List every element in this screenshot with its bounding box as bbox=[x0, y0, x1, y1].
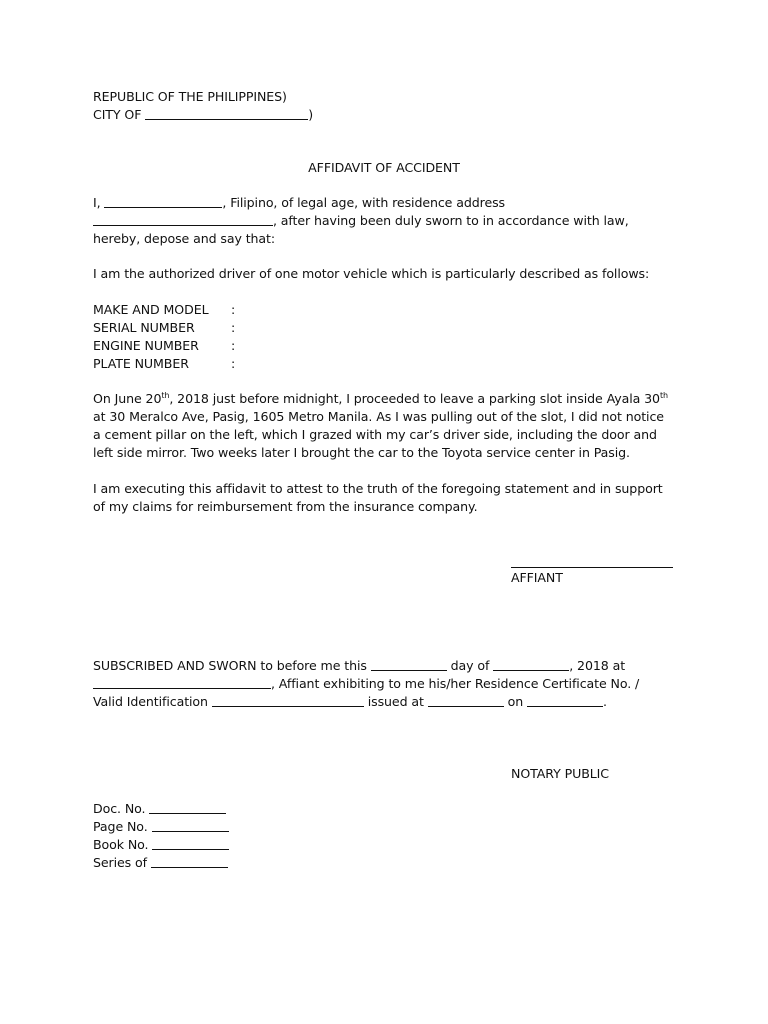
affiant-label: AFFIANT bbox=[511, 570, 563, 585]
page-no-line bbox=[93, 818, 229, 836]
vehicle-field-plate bbox=[93, 355, 235, 373]
ordinal-suffix: th bbox=[659, 391, 668, 400]
intro-filipino: , Filipino, of legal age, with residence address bbox=[222, 195, 506, 210]
vehicle-field-engine bbox=[93, 337, 235, 355]
field-sep: : bbox=[231, 338, 236, 353]
field-label: ENGINE NUMBER bbox=[93, 338, 199, 353]
doc-field-label: Series of bbox=[93, 855, 151, 870]
issued-on-blank[interactable] bbox=[527, 705, 603, 707]
jurat-line-3 bbox=[93, 693, 607, 711]
narrative-line-1 bbox=[93, 390, 668, 408]
field-label: SERIAL NUMBER bbox=[93, 320, 195, 335]
series-of-blank[interactable] bbox=[151, 866, 228, 868]
field-sep: : bbox=[231, 320, 236, 335]
city-blank[interactable] bbox=[145, 118, 308, 120]
field-label: PLATE NUMBER bbox=[93, 356, 189, 371]
residence-address-blank[interactable] bbox=[93, 224, 273, 226]
field-label: MAKE AND MODEL bbox=[93, 302, 209, 317]
jurat-text: Valid Identification bbox=[93, 694, 212, 709]
book-no-line bbox=[93, 836, 229, 854]
intro-i: I, bbox=[93, 195, 105, 210]
affiant-signature-line[interactable] bbox=[511, 566, 673, 568]
jurat-text: . bbox=[603, 694, 607, 709]
series-of-line bbox=[93, 854, 228, 872]
vehicle-field-make-model bbox=[93, 301, 235, 319]
jurat-text: day of bbox=[446, 658, 494, 673]
purpose-line-1: I am executing this affidavit to attest to the truth of the foregoing statement and in support bbox=[93, 481, 663, 496]
narrative-line-3: a cement pillar on the left, which I grazed with my car’s driver side, including the door and bbox=[93, 427, 657, 442]
doc-no-line bbox=[93, 800, 226, 818]
ordinal-suffix: th bbox=[161, 391, 170, 400]
jurat-text: , Affiant exhibiting to me his/her Residence Certificate No. / bbox=[271, 676, 640, 691]
field-sep: : bbox=[231, 356, 236, 371]
field-sep: : bbox=[231, 302, 236, 317]
driver-statement: I am the authorized driver of one motor vehicle which is particularly described as follows: bbox=[93, 266, 650, 281]
jurat-place-blank[interactable] bbox=[93, 687, 271, 689]
jurat-text: , 2018 at bbox=[569, 658, 626, 673]
doc-field-label: Page No. bbox=[93, 819, 152, 834]
jurat-month-blank[interactable] bbox=[493, 669, 569, 671]
valid-id-blank[interactable] bbox=[212, 705, 364, 707]
intro-line-3: hereby, depose and say that: bbox=[93, 231, 276, 246]
intro-sworn: , after having been duly sworn to in accordance with law, bbox=[273, 213, 629, 228]
narrative-text: On June 20 bbox=[93, 391, 162, 406]
jurat-day-blank[interactable] bbox=[371, 669, 447, 671]
doc-no-blank[interactable] bbox=[149, 812, 226, 814]
purpose-line-2: of my claims for reimbursement from the insurance company. bbox=[93, 499, 478, 514]
doc-field-label: Book No. bbox=[93, 837, 153, 852]
republic-line: REPUBLIC OF THE PHILIPPINES) bbox=[93, 89, 287, 104]
jurat-text: on bbox=[503, 694, 528, 709]
jurat-line-2 bbox=[93, 675, 639, 693]
narrative-line-2: at 30 Meralco Ave, Pasig, 1605 Metro Manila. As I was pulling out of the slot, I did not notice bbox=[93, 409, 664, 424]
page-no-blank[interactable] bbox=[152, 830, 229, 832]
document-title: AFFIDAVIT OF ACCIDENT bbox=[308, 160, 460, 175]
jurat-text: SUBSCRIBED AND SWORN to before me this bbox=[93, 658, 371, 673]
jurat-line-1 bbox=[93, 657, 625, 675]
doc-field-label: Doc. No. bbox=[93, 801, 150, 816]
intro-line-2 bbox=[93, 212, 629, 230]
issued-at-blank[interactable] bbox=[428, 705, 504, 707]
narrative-line-4: left side mirror. Two weeks later I brought the car to the Toyota service center in Pasig. bbox=[93, 445, 630, 460]
jurat-text: issued at bbox=[363, 694, 428, 709]
intro-line-1 bbox=[93, 194, 505, 212]
vehicle-field-serial bbox=[93, 319, 235, 337]
city-line bbox=[93, 106, 313, 124]
book-no-blank[interactable] bbox=[152, 848, 229, 850]
city-close: ) bbox=[308, 107, 314, 122]
narrative-text: , 2018 just before midnight, I proceeded to leave a parking slot inside Ayala 30 bbox=[169, 391, 660, 406]
notary-public-label: NOTARY PUBLIC bbox=[511, 766, 609, 781]
affiant-name-blank[interactable] bbox=[104, 206, 222, 208]
city-label: CITY OF bbox=[93, 107, 146, 122]
